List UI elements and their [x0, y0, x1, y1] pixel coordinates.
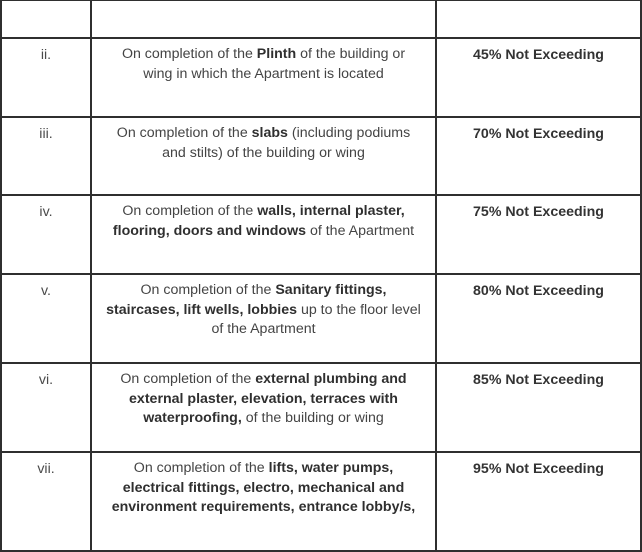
- description-bold-text: Sanitary fittings, staircases, lift wells, lobbies: [106, 282, 387, 318]
- description-bold-text: walls, internal plaster, flooring, doors and windows: [112, 203, 405, 239]
- table-row: [1, 38, 641, 117]
- description-text: On completion of the: [140, 282, 276, 298]
- milestone-description: [91, 363, 436, 452]
- percentage-cell: [436, 0, 641, 38]
- table-row: [1, 363, 641, 452]
- table-row: [1, 0, 641, 38]
- payment-percentage: 75% Not Exceeding: [436, 195, 641, 274]
- description-text: of the building or wing: [241, 410, 384, 426]
- milestone-description-cell: [91, 0, 436, 38]
- table-row: [1, 117, 641, 195]
- description-text: On completion of the: [133, 460, 269, 476]
- description-bold-text: Plinth: [256, 46, 297, 62]
- row-number: ii.: [1, 38, 91, 117]
- milestone-description: [91, 117, 436, 195]
- payment-percentage: 45% Not Exceeding: [436, 38, 641, 117]
- row-number: iv.: [1, 195, 91, 274]
- milestone-description: [91, 274, 436, 363]
- payment-percentage: 95% Not Exceeding: [436, 452, 641, 551]
- table-row: [1, 452, 641, 551]
- description-text: On completion of the: [116, 125, 252, 141]
- description-text: On completion of the: [121, 46, 257, 62]
- description-bold-text: lifts, water pumps, electrical fittings, electro, mechanical and environment requirements, entrance lobby/s,: [111, 460, 416, 515]
- milestone-description: [91, 452, 436, 551]
- row-number: vii.: [1, 452, 91, 551]
- description-text: (including podiums and stilts) of the building or wing: [162, 125, 411, 161]
- description-text: On completion of the: [122, 203, 258, 219]
- row-number: iii.: [1, 117, 91, 195]
- row-number: vi.: [1, 363, 91, 452]
- table-row: [1, 195, 641, 274]
- description-bold-text: external plumbing and external plaster, elevation, terraces with waterproofing,: [129, 371, 407, 426]
- milestone-description: [91, 38, 436, 117]
- description-text: On completion of the: [120, 371, 256, 387]
- payment-percentage: 80% Not Exceeding: [436, 274, 641, 363]
- row-number-cell: [1, 0, 91, 38]
- payment-percentage: 70% Not Exceeding: [436, 117, 641, 195]
- table-row: [1, 274, 641, 363]
- description-text: of the building or wing in which the Apartment is located: [143, 46, 406, 82]
- description-text: of the Apartment: [306, 222, 415, 239]
- row-number: v.: [1, 274, 91, 363]
- description-bold-text: slabs: [251, 125, 288, 141]
- milestone-description: [91, 195, 436, 274]
- payment-percentage: 85% Not Exceeding: [436, 363, 641, 452]
- description-text: up to the floor level of the Apartment: [211, 301, 421, 337]
